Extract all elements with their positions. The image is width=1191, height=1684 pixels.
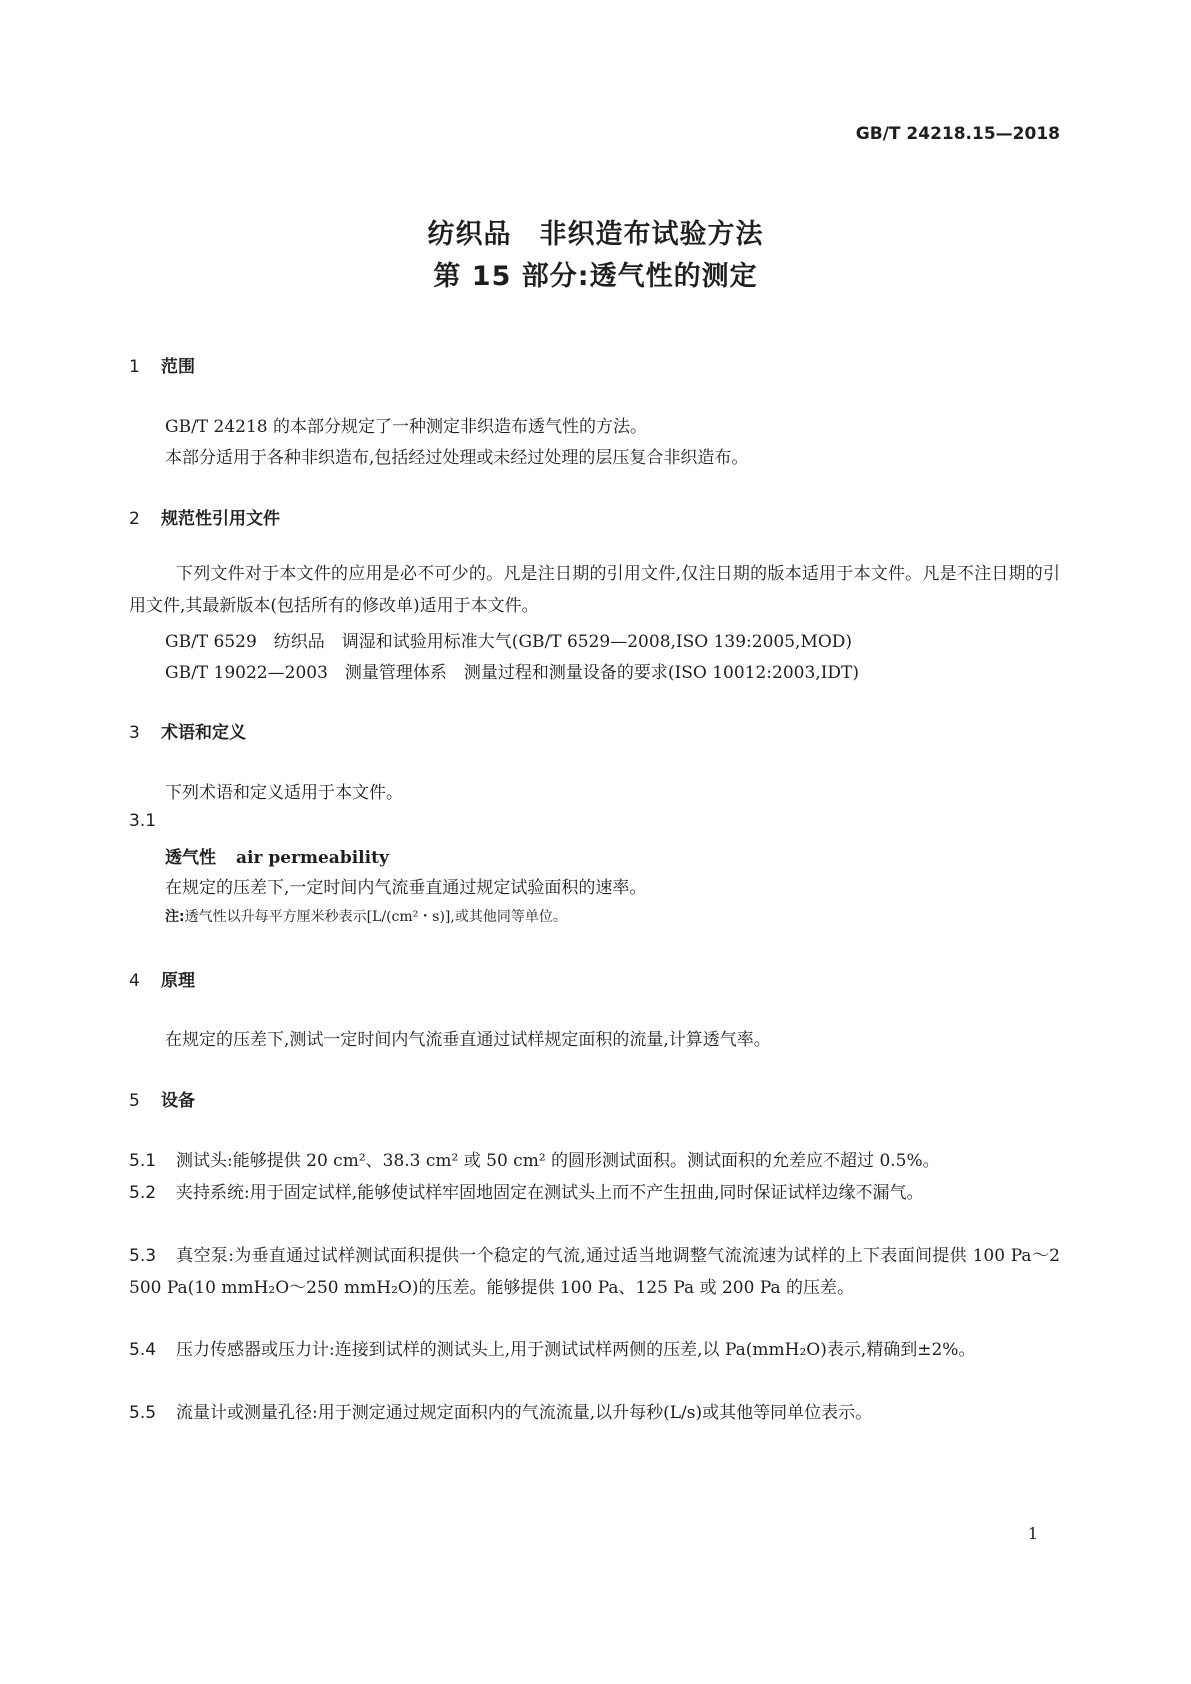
clause-text: 真空泵:为垂直通过试样测试面积提供一个稳定的气流,通过适当地调整气流流速为试样的上下表面间提供 100 Pa～2 500 Pa(10 mmH₂O～250 mmH₂O)的压差。能够提供 100 Pa、125 Pa 或 200 Pa 的压差。 <box>129 1246 1060 1298</box>
term-definition: 在规定的压差下,一定时间内气流垂直通过规定试验面积的速率。 <box>165 878 647 898</box>
section-title: 范围 <box>161 357 195 377</box>
normative-reference-2: GB/T 19022—2003 测量管理体系 测量过程和测量设备的要求(ISO 10012:2003,IDT) <box>165 663 860 683</box>
clause-5-4 <box>129 1334 1060 1366</box>
section-3-heading <box>129 718 246 743</box>
section-title: 术语和定义 <box>161 723 246 743</box>
clause-text: 流量计或测量孔径:用于测定通过规定面积内的气流流量,以升每秒(L/s)或其他等同单位表示。 <box>176 1403 873 1423</box>
section-number: 2 <box>129 509 140 529</box>
section-3-para-1: 下列术语和定义适用于本文件。 <box>165 783 403 803</box>
section-5-heading <box>129 1086 195 1111</box>
section-number: 1 <box>129 357 140 377</box>
clause-text: 压力传感器或压力计:连接到试样的测试头上,用于测试试样两侧的压差,以 Pa(mmH₂O)表示,精确到±2%。 <box>176 1340 976 1360</box>
section-number: 4 <box>129 971 140 991</box>
section-1-heading <box>129 352 195 377</box>
section-4-heading <box>129 966 195 991</box>
term-entry <box>165 843 389 868</box>
clause-5-2 <box>129 1177 1060 1209</box>
section-1-para-2: 本部分适用于各种非织造布,包括经过处理或未经过处理的层压复合非织造布。 <box>165 448 749 468</box>
clause-text: 夹持系统:用于固定试样,能够使试样牢固地固定在测试头上而不产生扭曲,同时保证试样边缘不漏气。 <box>176 1183 924 1203</box>
section-title: 规范性引用文件 <box>161 509 280 529</box>
section-2-para-1: 下列文件对于本文件的应用是必不可少的。凡是注日期的引用文件,仅注日期的版本适用于本文件。凡是不注日期的引用文件,其最新版本(包括所有的修改单)适用于本文件。 <box>129 564 1060 616</box>
title-line-2: 第 15 部分:透气性的测定 <box>433 261 758 292</box>
title-line-1: 纺织品 非织造布试验方法 <box>427 219 764 250</box>
term-chinese: 透气性 <box>165 848 216 868</box>
clause-number: 5.1 <box>129 1151 157 1171</box>
clause-text: 测试头:能够提供 20 cm²、38.3 cm² 或 50 cm² 的圆形测试面积。测试面积的允差应不超过 0.5%。 <box>176 1151 940 1171</box>
section-title: 原理 <box>161 971 195 991</box>
clause-5-3 <box>129 1240 1060 1304</box>
standard-number: GB/T 24218.15—2018 <box>855 124 1060 144</box>
subclause-3-1-number: 3.1 <box>129 811 157 831</box>
clause-number: 5.5 <box>129 1403 157 1423</box>
section-2-heading <box>129 504 280 529</box>
term-english: air permeability <box>236 848 389 868</box>
section-number: 3 <box>129 723 140 743</box>
clause-number: 5.2 <box>129 1183 157 1203</box>
section-4-para-1: 在规定的压差下,测试一定时间内气流垂直通过试样规定面积的流量,计算透气率。 <box>165 1030 771 1050</box>
clause-5-5 <box>129 1397 1060 1429</box>
note-text: 透气性以升每平方厘米秒表示[L/(cm²・s)],或其他同等单位。 <box>184 909 567 925</box>
clause-5-1 <box>129 1145 1060 1177</box>
section-1-para-1: GB/T 24218 的本部分规定了一种测定非织造布透气性的方法。 <box>165 417 648 437</box>
section-number: 5 <box>129 1091 140 1111</box>
note-label: 注: <box>165 909 185 925</box>
clause-number: 5.4 <box>129 1340 157 1360</box>
normative-reference-1: GB/T 6529 纺织品 调湿和试验用标准大气(GB/T 6529—2008,ISO 139:2005,MOD) <box>165 632 853 652</box>
clause-number: 5.3 <box>129 1246 157 1266</box>
section-title: 设备 <box>161 1091 195 1111</box>
page-number: 1 <box>1027 1524 1038 1543</box>
term-note <box>165 906 567 926</box>
